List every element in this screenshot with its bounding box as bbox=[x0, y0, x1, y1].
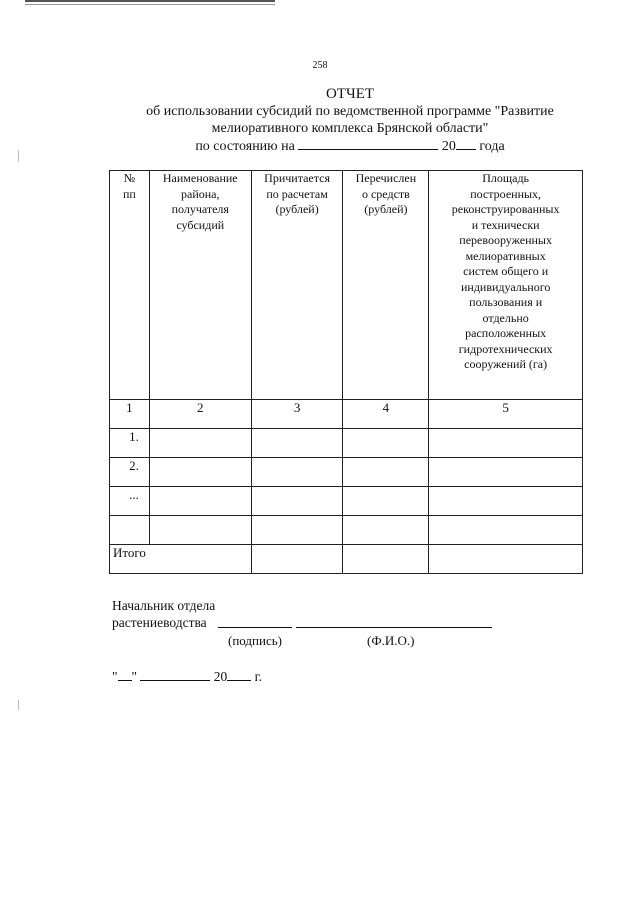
scan-edge-mark bbox=[18, 700, 19, 710]
column-number: 3 bbox=[251, 400, 343, 429]
header-cell-due: Причитается по расчетам (рублей) bbox=[251, 171, 343, 400]
date-quote-open: " bbox=[112, 669, 118, 684]
column-number-row bbox=[110, 400, 583, 429]
table-cell bbox=[343, 487, 429, 516]
table-cell bbox=[251, 545, 343, 574]
header-cell-transferred: Перечислен о средств (рублей) bbox=[343, 171, 429, 400]
table-row bbox=[110, 458, 583, 487]
column-number: 5 bbox=[429, 400, 583, 429]
column-number: 1 bbox=[110, 400, 150, 429]
date-suffix: г. bbox=[254, 669, 263, 684]
total-label: Итого bbox=[110, 545, 252, 574]
name-caption: (Ф.И.О.) bbox=[367, 633, 415, 648]
report-subtitle-line-2: мелиоративного комплекса Брянской области" bbox=[211, 121, 489, 136]
table-cell bbox=[149, 429, 251, 458]
table-cell bbox=[251, 458, 343, 487]
table-cell bbox=[343, 516, 429, 545]
table-cell bbox=[251, 429, 343, 458]
column-number: 2 bbox=[149, 400, 251, 429]
as-of-date-blank bbox=[298, 137, 438, 150]
row-number: 1. bbox=[110, 429, 150, 458]
as-of-prefix: по состоянию на bbox=[195, 139, 295, 154]
table-cell bbox=[149, 487, 251, 516]
header-cell-area: Площадь построенных, реконструированных и технически перевооруженных мелиоративных систем общего и индивидуального пользования и отдельно расположенных гидротехнических сооружений (га) bbox=[429, 171, 583, 400]
table-cell bbox=[343, 429, 429, 458]
date-line bbox=[112, 668, 262, 685]
date-quote-close: " bbox=[131, 669, 138, 684]
signature-position-line-1: Начальник отдела bbox=[112, 598, 216, 613]
table-cell bbox=[429, 487, 583, 516]
as-of-year-prefix: 20 bbox=[441, 139, 456, 154]
row-number: 2. bbox=[110, 458, 150, 487]
table-cell bbox=[429, 545, 583, 574]
signature-line-gap bbox=[292, 626, 296, 629]
header-cell-number: № пп bbox=[110, 171, 150, 400]
table-cell bbox=[251, 487, 343, 516]
header-cell-district: Наименование района, получателя субсидий bbox=[149, 171, 251, 400]
scan-top-line bbox=[25, 4, 275, 5]
table-header-row bbox=[110, 171, 583, 400]
scan-top-line bbox=[25, 0, 275, 2]
signature-position-line-2: растениеводства bbox=[112, 615, 207, 630]
table-row bbox=[110, 516, 583, 545]
date-month-blank bbox=[140, 668, 210, 681]
row-number bbox=[110, 516, 150, 545]
report-title-block bbox=[0, 86, 640, 155]
as-of-line bbox=[0, 137, 640, 155]
date-year-blank bbox=[227, 668, 251, 681]
table-cell bbox=[429, 516, 583, 545]
signature-caption: (подпись) bbox=[228, 633, 282, 648]
report-title: ОТЧЕТ bbox=[325, 86, 375, 102]
table-total-row bbox=[110, 545, 583, 574]
report-table bbox=[109, 170, 583, 574]
table-cell bbox=[343, 545, 429, 574]
table-cell bbox=[429, 458, 583, 487]
table-cell bbox=[149, 458, 251, 487]
table-row bbox=[110, 429, 583, 458]
signature-line bbox=[218, 627, 492, 628]
as-of-year-suffix: года bbox=[479, 139, 505, 154]
date-year-prefix: 20 bbox=[213, 669, 228, 684]
table-row bbox=[110, 487, 583, 516]
column-number: 4 bbox=[343, 400, 429, 429]
table-cell bbox=[343, 458, 429, 487]
row-number: ... bbox=[110, 487, 150, 516]
table-cell bbox=[251, 516, 343, 545]
as-of-year-blank bbox=[456, 137, 476, 150]
table-cell bbox=[149, 516, 251, 545]
date-day-blank bbox=[118, 668, 132, 681]
report-subtitle-line-1: об использовании субсидий по ведомственной программе "Развитие bbox=[146, 104, 554, 119]
signature-block bbox=[112, 597, 215, 631]
table-cell bbox=[429, 429, 583, 458]
page-number: 258 bbox=[312, 60, 328, 71]
